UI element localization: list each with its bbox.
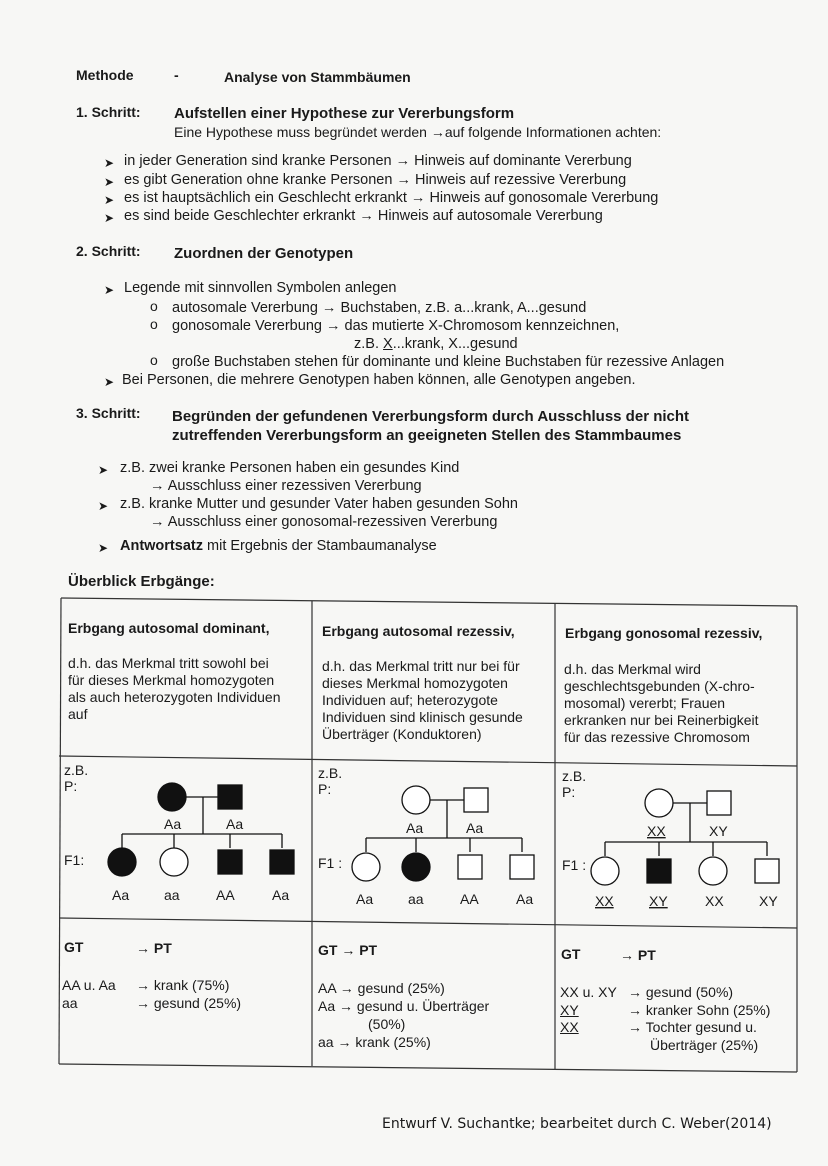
parent-healthy-male-symbol bbox=[464, 788, 488, 812]
method-dash: - bbox=[174, 67, 179, 83]
child-affected-female-symbol bbox=[108, 848, 136, 876]
col3-row: → kranker Sohn (25%) bbox=[628, 1002, 771, 1018]
col3-p-label: P: bbox=[562, 784, 576, 800]
step1-bullet: es ist hauptsächlich ein Geschlecht erkrankt → Hinweis auf gonosomale Vererbung bbox=[124, 190, 659, 206]
step3-bullet: z.B. zwei kranke Personen haben ein gesundes Kind bbox=[120, 460, 460, 476]
col2-heading: Erbgang autosomal rezessiv, bbox=[322, 623, 515, 639]
child-affected-male-symbol bbox=[647, 859, 671, 883]
step3-title: Begründen der gefundenen Vererbungsform durch Ausschluss der nicht bbox=[172, 408, 690, 425]
parent-genotype: Aa bbox=[226, 816, 244, 832]
bullet-arrow-icon: ➤ bbox=[104, 211, 115, 225]
child-genotype: Aa bbox=[112, 887, 130, 903]
col2-row: Aa → gesund u. Überträger bbox=[318, 998, 490, 1014]
col2-desc: d.h. das Merkmal tritt nur bei für dieses Merkmal homozygoten Individuen auf; heterozygote Individuen sind klinisch gesunde Überträger (Konduktoren) bbox=[322, 658, 523, 742]
child-healthy-female-symbol bbox=[591, 857, 619, 885]
parent-affected-male-symbol bbox=[218, 785, 242, 809]
step1-bullet: in jeder Generation sind kranke Personen → Hinweis auf dominante Vererbung bbox=[124, 153, 632, 169]
col1-desc: d.h. das Merkmal tritt sowohl bei für dieses Merkmal homozygoten als auch heterozygoten Individuen auf bbox=[68, 655, 281, 722]
parent-genotype: Aa bbox=[406, 820, 424, 836]
child-genotype: XX bbox=[705, 893, 724, 909]
bullet-circle-icon: o bbox=[150, 352, 158, 368]
col1-row: aa bbox=[62, 995, 78, 1011]
page-title: Analyse von Stammbäumen bbox=[224, 69, 411, 85]
child-genotype: Aa bbox=[356, 891, 374, 907]
col1-gt: GT bbox=[64, 939, 84, 955]
parent-healthy-male-symbol bbox=[707, 791, 731, 815]
col1-pedigree bbox=[60, 770, 310, 915]
child-affected-male-symbol bbox=[270, 850, 294, 874]
col3-heading: Erbgang gonosomal rezessiv, bbox=[565, 625, 763, 641]
child-genotype: Aa bbox=[516, 891, 534, 907]
method-label: Methode bbox=[76, 67, 134, 83]
col2-gtpt: GT → PT bbox=[318, 942, 378, 958]
step3-bullet: z.B. kranke Mutter und gesunder Vater haben gesunden Sohn bbox=[120, 496, 518, 512]
child-healthy-female-symbol bbox=[160, 848, 188, 876]
parent-healthy-female-symbol bbox=[402, 786, 430, 814]
step1-label: 1. Schritt: bbox=[76, 104, 141, 120]
step1-bullet: es sind beide Geschlechter erkrankt → Hinweis auf autosomale Vererbung bbox=[124, 208, 603, 224]
step1-subtitle: Eine Hypothese muss begründet werden →auf folgende Informationen achten: bbox=[174, 124, 662, 140]
child-healthy-male-symbol bbox=[755, 859, 779, 883]
step2-subitem: große Buchstaben stehen für dominante und kleine Buchstaben für rezessive Anlagen bbox=[172, 354, 725, 370]
bullet-arrow-icon: ➤ bbox=[104, 193, 115, 207]
bullet-circle-icon: o bbox=[150, 298, 158, 314]
step2-subitem-example: z.B. X...krank, X...gesund bbox=[354, 336, 518, 352]
child-genotype: Aa bbox=[272, 887, 290, 903]
col3-pt: → PT bbox=[620, 947, 656, 963]
child-healthy-male-symbol bbox=[458, 855, 482, 879]
child-healthy-female-symbol bbox=[352, 853, 380, 881]
child-healthy-female-symbol bbox=[699, 857, 727, 885]
parent-healthy-female-symbol bbox=[645, 789, 673, 817]
bullet-arrow-icon: ➤ bbox=[104, 375, 115, 389]
bullet-arrow-icon: ➤ bbox=[104, 283, 115, 297]
step1-bullet: es gibt Generation ohne kranke Personen → Hinweis auf rezessive Vererbung bbox=[124, 172, 627, 188]
col3-desc: d.h. das Merkmal wird geschlechtsgebunden (X-chro- mosomal) vererbt; Frauen erkranken nur bei Reinerbigkeit für das rezessive Chromosom bbox=[564, 661, 759, 745]
col2-pedigree bbox=[312, 772, 554, 917]
col1-row: → gesund (25%) bbox=[136, 995, 242, 1011]
child-affected-female-symbol bbox=[402, 853, 430, 881]
col1-row: → krank (75%) bbox=[136, 977, 230, 993]
step3-bullet-sub: → Ausschluss einer rezessiven Vererbung bbox=[150, 478, 422, 494]
parent-genotype: Aa bbox=[164, 816, 182, 832]
parent-genotype: Aa bbox=[466, 820, 484, 836]
col2-zb: z.B. bbox=[318, 765, 343, 781]
col1-heading: Erbgang autosomal dominant, bbox=[68, 620, 270, 636]
bullet-arrow-icon: ➤ bbox=[104, 175, 115, 189]
bullet-arrow-icon: ➤ bbox=[104, 156, 115, 170]
col3-f1-label: F1 : bbox=[562, 857, 587, 873]
child-genotype: XY bbox=[649, 893, 668, 909]
col3-zb: z.B. bbox=[562, 768, 587, 784]
child-genotype: aa bbox=[164, 887, 180, 903]
step2-title: Zuordnen der Genotypen bbox=[174, 245, 354, 262]
child-genotype: AA bbox=[460, 891, 479, 907]
bullet-arrow-icon: ➤ bbox=[98, 541, 109, 555]
col3-row: XY bbox=[560, 1002, 579, 1018]
col3-row: → gesund (50%) bbox=[628, 984, 734, 1000]
col3-row: XX u. XY bbox=[560, 984, 617, 1000]
col1-zb: z.B. bbox=[64, 762, 89, 778]
col1-f1-label: F1: bbox=[64, 852, 85, 868]
col1-p-label: P: bbox=[64, 778, 78, 794]
parent-affected-female-symbol bbox=[158, 783, 186, 811]
parent-genotype: XX bbox=[647, 823, 666, 839]
col1-pt: → PT bbox=[136, 940, 172, 956]
step2-subitem: gonosomale Vererbung → das mutierte X-Chromosom kennzeichnen, bbox=[172, 318, 620, 334]
step3-bullet-sub: → Ausschluss einer gonosomal-rezessiven Vererbung bbox=[150, 514, 498, 530]
step3-title: zutreffenden Vererbungsform an geeigneten Stellen des Stammbaumes bbox=[172, 427, 682, 444]
col3-row: Überträger (25%) bbox=[650, 1037, 759, 1053]
step2-label: 2. Schritt: bbox=[76, 243, 141, 259]
col3-gt: GT bbox=[561, 946, 581, 962]
child-genotype: AA bbox=[216, 887, 235, 903]
child-healthy-male-symbol bbox=[510, 855, 534, 879]
bullet-circle-icon: o bbox=[150, 316, 158, 332]
step2-subitem: autosomale Vererbung → Buchstaben, z.B. a...krank, A...gesund bbox=[172, 300, 587, 316]
col2-p-label: P: bbox=[318, 781, 332, 797]
col2-row: AA → gesund (25%) bbox=[318, 980, 445, 996]
col1-row: AA u. Aa bbox=[62, 977, 116, 993]
child-genotype: XX bbox=[595, 893, 614, 909]
col3-row: → Tochter gesund u. bbox=[628, 1019, 757, 1035]
step2-bullet: Bei Personen, die mehrere Genotypen haben können, alle Genotypen angeben. bbox=[122, 372, 636, 388]
child-genotype: XY bbox=[759, 893, 778, 909]
step2-bullet: Legende mit sinnvollen Symbolen anlegen bbox=[124, 280, 397, 296]
col2-row: aa → krank (25%) bbox=[318, 1034, 431, 1050]
col2-row: (50%) bbox=[368, 1016, 406, 1032]
footer-credit: Entwurf V. Suchantke; bearbeitet durch C. Weber(2014) bbox=[382, 1116, 772, 1132]
col3-pedigree bbox=[555, 774, 797, 919]
col2-f1-label: F1 : bbox=[318, 855, 343, 871]
step1-title: Aufstellen einer Hypothese zur Vererbungsform bbox=[174, 105, 515, 122]
col3-row: XX bbox=[560, 1019, 579, 1035]
bullet-arrow-icon: ➤ bbox=[98, 463, 109, 477]
child-affected-male-symbol bbox=[218, 850, 242, 874]
bullet-arrow-icon: ➤ bbox=[98, 499, 109, 513]
overview-title: Überblick Erbgänge: bbox=[68, 573, 215, 590]
step3-label: 3. Schritt: bbox=[76, 405, 141, 421]
step3-bullet: Antwortsatz mit Ergebnis der Stambaumanalyse bbox=[120, 538, 437, 554]
parent-genotype: XY bbox=[709, 823, 728, 839]
child-genotype: aa bbox=[408, 891, 424, 907]
